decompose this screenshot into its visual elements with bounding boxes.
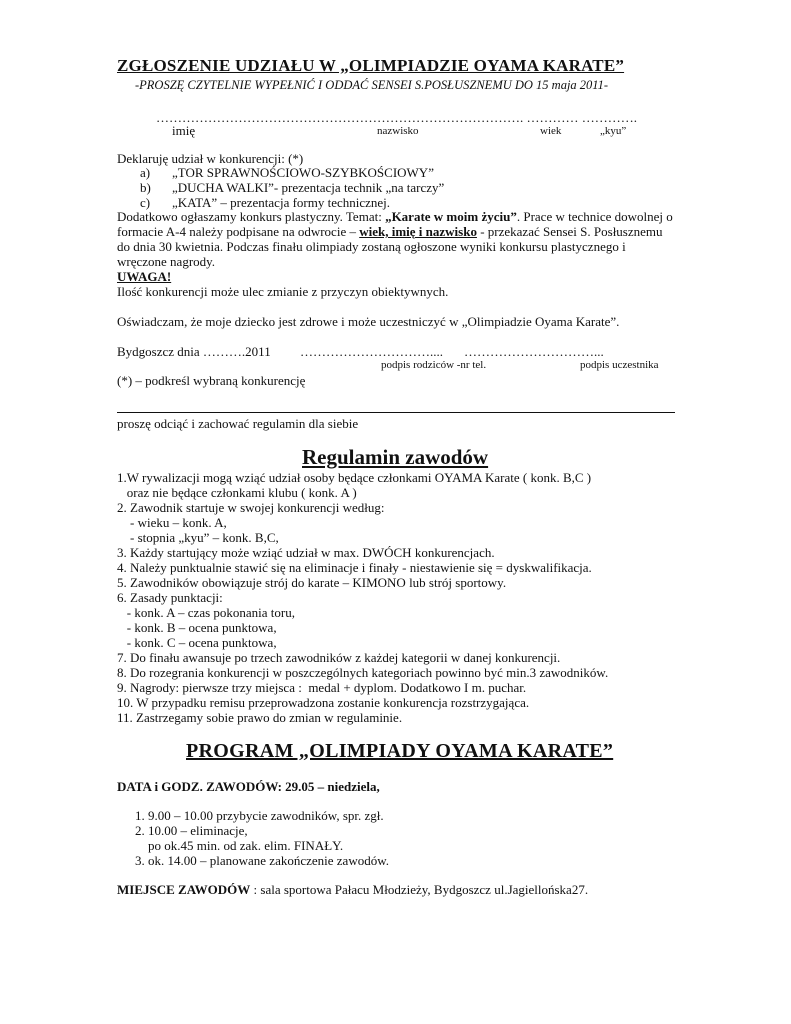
contest-line-3: do dnia 30 kwietnia. Podczas finału olimpiady zostaną ogłoszone wyniki konkursu plastycznego i: [117, 239, 626, 254]
program-place: [117, 882, 588, 897]
rule-line: 10. W przypadku remisu przeprowadzona zostanie konkurencja rozstrzygająca.: [117, 695, 530, 710]
signature-city-date: Bydgoszcz dnia ……….2011: [117, 344, 271, 359]
rule-line: 5. Zawodników obowiązuje strój do karate – KIMONO lub strój sportowy.: [117, 575, 507, 590]
rule-line: - konk. B – ocena punktowa,: [117, 620, 277, 635]
list-item-marker: b): [140, 180, 151, 195]
cut-note: proszę odciąć i zachować regulamin dla siebie: [117, 416, 359, 431]
contest-line-4: wręczone nagrody.: [117, 254, 216, 269]
label-kyu: „kyu”: [600, 125, 627, 137]
label-surname: nazwisko: [377, 125, 419, 137]
cut-line: [117, 412, 675, 413]
rule-line: 11. Zastrzegamy sobie prawo do zmian w regulaminie.: [117, 710, 403, 725]
list-item-marker: a): [140, 165, 151, 180]
signature-dots-participant: …………………………...: [464, 344, 604, 359]
form-dots-line: …………………………………………………………………………. ………… ………….: [156, 110, 637, 125]
label-parent-signature: podpis rodziców -nr tel.: [381, 359, 487, 371]
contest-text: . Prace w technice dowolnej o: [516, 209, 673, 224]
signature-dots-parent: …………………………....: [300, 344, 443, 359]
warning-label: UWAGA!: [117, 269, 172, 284]
contest-topic: „Karate w moim życiu”: [385, 209, 517, 224]
document-title: ZGŁOSZENIE UDZIAŁU W „OLIMPIADZIE OYAMA KARATE”: [117, 56, 625, 75]
rule-line: - stopnia „kyu” – konk. B,C,: [117, 530, 279, 545]
contest-text: - przekazać Sensei S. Posłusznemu: [476, 224, 663, 239]
health-statement: Oświadczam, że moje dziecko jest zdrowe i może uczestniczyć w „Olimpiadzie Oyama Karate”.: [117, 314, 620, 329]
list-item: „TOR SPRAWNOŚCIOWO-SZYBKOŚCIOWY”: [172, 165, 434, 180]
rules-title: Regulamin zawodów: [302, 445, 489, 469]
footnote: (*) – podkreśl wybraną konkurencję: [117, 373, 306, 388]
rule-line: - konk. C – ocena punktowa,: [117, 635, 277, 650]
contest-text: formacie A-4 należy podpisane na odwrocie –: [117, 224, 360, 239]
label-name: imię: [172, 123, 196, 138]
schedule-item: 1. 9.00 – 10.00 przybycie zawodników, spr. zgł.: [135, 808, 384, 823]
rule-line: 1.W rywalizacji mogą wziąć udział osoby będące członkami OYAMA Karate ( konk. B,C ): [117, 470, 592, 485]
label-age: wiek: [540, 125, 562, 137]
contest-line-1: [117, 209, 673, 224]
list-item-marker: c): [140, 195, 151, 210]
rule-line: 4. Należy punktualnie stawić się na eliminacje i finały - niestawienie się = dyskwalifikacja.: [117, 560, 592, 575]
rule-line: 2. Zawodnik startuje w swojej konkurencji według:: [117, 500, 385, 515]
list-item: „DUCHA WALKI”- prezentacja technik „na tarczy”: [172, 180, 445, 195]
contest-text: Dodatkowo ogłaszamy konkurs plastyczny. Temat:: [117, 209, 386, 224]
schedule-item: po ok.45 min. od zak. elim. FINAŁY.: [135, 838, 344, 853]
rule-line: 3. Każdy startujący może wziąć udział w max. DWÓCH konkurencjach.: [117, 545, 495, 560]
rule-line: 6. Zasady punktacji:: [117, 590, 223, 605]
warning-text: Ilość konkurencji może ulec zmianie z przyczyn obiektywnych.: [117, 284, 449, 299]
program-title: PROGRAM „OLIMPIADY OYAMA KARATE”: [186, 740, 614, 762]
schedule-item: 2. 10.00 – eliminacje,: [135, 823, 248, 838]
contest-requirements: wiek, imię i nazwisko: [359, 224, 477, 239]
rule-line: 9. Nagrody: pierwsze trzy miejsca : medal + dyplom. Dodatkowo I m. puchar.: [117, 680, 527, 695]
rule-line: - wieku – konk. A,: [117, 515, 227, 530]
rule-line: 7. Do finału awansuje po trzech zawodników z każdej kategorii w danej konkurencji.: [117, 650, 561, 665]
declaration-intro: Deklaruję udział w konkurencji: (*): [117, 151, 304, 166]
schedule-item: 3. ok. 14.00 – planowane zakończenie zawodów.: [135, 853, 390, 868]
rule-line: 8. Do rozegrania konkurencji w poszczególnych kategoriach powinno być min.3 zawodników.: [117, 665, 609, 680]
contest-line-2: [117, 224, 663, 239]
rule-line: - konk. A – czas pokonania toru,: [117, 605, 295, 620]
place-label: MIEJSCE ZAWODÓW: [117, 882, 251, 897]
program-date: DATA i GODZ. ZAWODÓW: 29.05 – niedziela,: [117, 779, 380, 794]
list-item: „KATA” – prezentacja formy technicznej.: [172, 195, 391, 210]
place-text: : sala sportowa Pałacu Młodzieży, Bydgoszcz ul.Jagiellońska27.: [250, 882, 589, 897]
label-participant-signature: podpis uczestnika: [580, 359, 659, 371]
rule-line: oraz nie będące członkami klubu ( konk. A ): [117, 485, 357, 500]
document-subtitle: -PROSZĘ CZYTELNIE WYPEŁNIĆ I ODDAĆ SENSEI S.POSŁUSZNEMU DO 15 maja 2011-: [135, 78, 609, 92]
